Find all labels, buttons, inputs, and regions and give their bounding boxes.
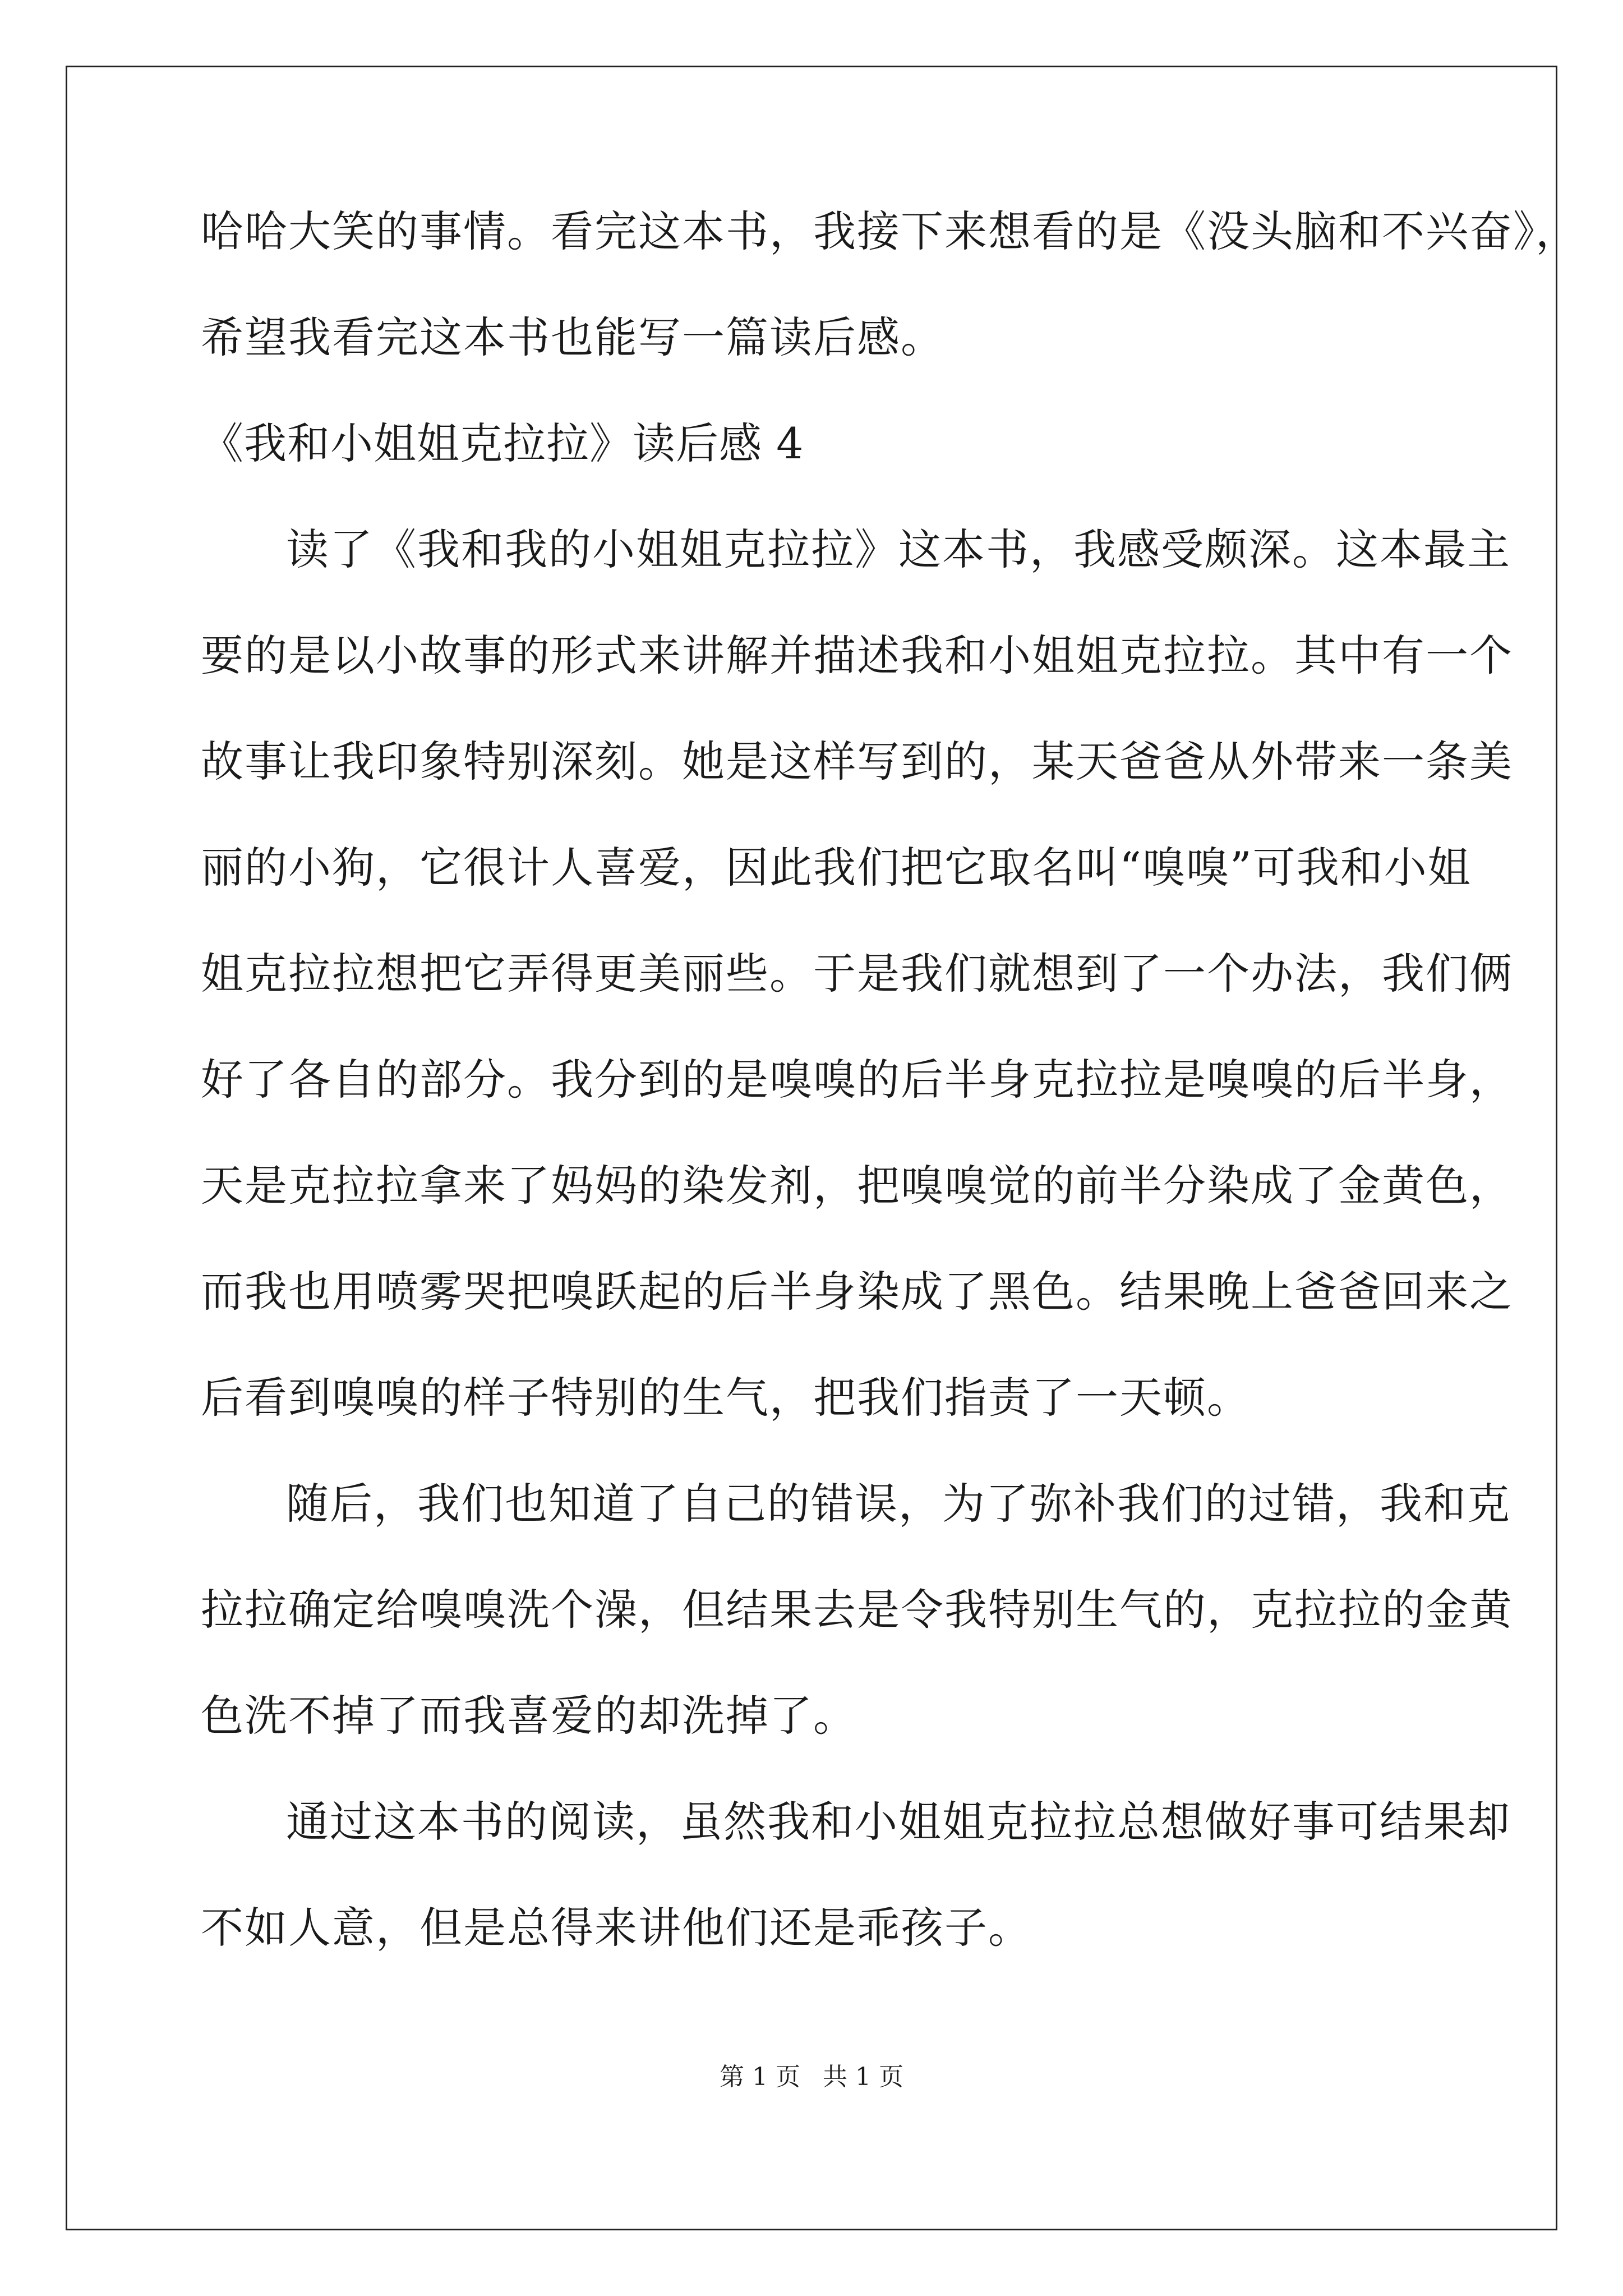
text-line: 拉拉确定给嗅嗅洗个澡，但结果去是令我特别生气的，克拉拉的金黄 — [201, 1585, 1513, 1635]
text-line: 后看到嗅嗅的样子特别的生气，把我们指责了一天顿。 — [201, 1373, 1251, 1423]
text-line: 读了《我和我的小姐姐克拉拉》这本书，我感受颇深。这本最主 — [286, 524, 1511, 574]
text-line: 天是克拉拉拿来了妈妈的染发剂，把嗅嗅觉的前半分染成了金黄色， — [201, 1161, 1513, 1211]
text-line: 通过这本书的阅读，虽然我和小姐姐克拉拉总想做好事可结果却 — [286, 1797, 1511, 1847]
page-total: 共 1 页 — [823, 2063, 903, 2091]
text-line: 而我也用喷雾哭把嗅跃起的后半身染成了黑色。结果晚上爸爸回来之 — [201, 1267, 1513, 1317]
text-line: 故事让我印象特别深刻。她是这样写到的，某天爸爸从外带来一条美 — [201, 737, 1513, 786]
text-line: 不如人意，但是总得来讲他们还是乖孩子。 — [201, 1903, 1032, 1953]
section-heading: 《我和小姐姐克拉拉》读后感 4 — [201, 418, 804, 468]
text-line: 色洗不掉了而我喜爱的却洗掉了。 — [201, 1691, 857, 1741]
text-line: 丽的小狗，它很计人喜爱，因此我们把它取名叫“嗅嗅”可我和小姐 — [201, 843, 1472, 892]
text-line: 好了各自的部分。我分到的是嗅嗅的后半身克拉拉是嗅嗅的后半身， — [201, 1055, 1513, 1105]
page-footer — [0, 2062, 1623, 2093]
text-line: 随后，我们也知道了自己的错误，为了弥补我们的过错，我和克 — [286, 1479, 1511, 1529]
text-line: 希望我看完这本书也能写一篇读后感。 — [201, 312, 944, 362]
page-number: 第 1 页 — [720, 2063, 800, 2091]
document-body — [201, 205, 1579, 1955]
text-line: 要的是以小故事的形式来讲解并描述我和小姐姐克拉拉。其中有一个 — [201, 631, 1513, 680]
text-line: 姐克拉拉想把它弄得更美丽些。于是我们就想到了一个办法，我们俩 — [201, 949, 1513, 999]
text-line: 哈哈大笑的事情。看完这本书，我接下来想看的是《没头脑和不兴奋》， — [201, 206, 1579, 256]
